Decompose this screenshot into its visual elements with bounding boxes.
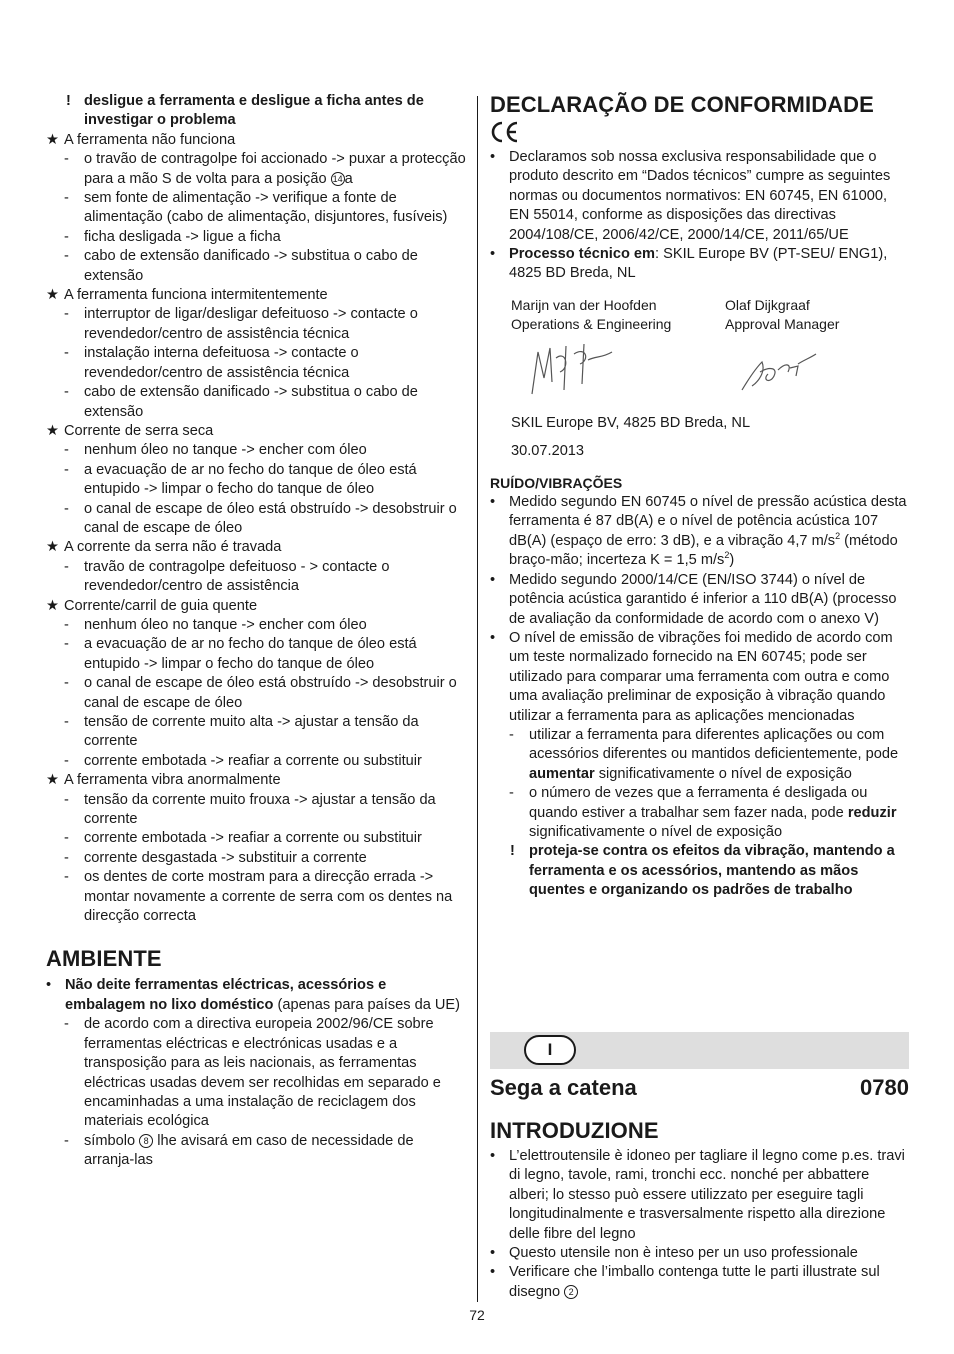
trouble-subitem: - sem fonte de alimentação -> verifique a fonte de alimentação (cabo de alimentação, disjuntores, fusíveis) (64, 190, 448, 226)
signatures (490, 336, 910, 414)
ce-mark-icon (490, 120, 520, 144)
trouble-item: ★ Corrente de serra seca (46, 422, 214, 439)
bullet-item: • Medido segundo 2000/14/CE (EN/ISO 3744) o nível de potência acústica garantido é inferior a 110 dB(A) (processo de avaliação da conformidade de acordo com o anexo V) (490, 571, 897, 627)
trouble-subitem: - corrente embotada -> reafiar a corrente ou substituir (64, 752, 422, 769)
column-divider (477, 96, 478, 1302)
bullet-subitem: - de acordo com a directiva europeia 2002/96/CE sobre ferramentas eléctricas e electrónicas usadas e a transposição para as leis nacionais, as ferramentas eléctricas usadas devem ser recolhidas em separado e encaminhadas a uma instalação de reciclagem dos materiais ecológica (64, 1016, 441, 1130)
product-number: 0780 (860, 1075, 909, 1100)
bullet-item: • Processo técnico em: SKIL Europe BV (PT-SEU/ ENG1), 4825 BD Breda, NL (490, 246, 888, 282)
language-bar (490, 1032, 909, 1069)
trouble-subitem: - nenhum óleo no tanque -> encher com óleo (64, 616, 367, 633)
warning-note: ! desligue a ferramenta e desligue a ficha antes de investigar o problema (66, 93, 424, 129)
section-heading-ruido: RUÍDO/VIBRAÇÕES (490, 474, 623, 491)
trouble-subitem: - o canal de escape de óleo está obstruído -> desobstruir o canal de escape de óleo (64, 500, 457, 536)
bullet-item: • Declaramos sob nossa exclusiva responsabilidade que o produto descrito em “Dados técnicos” cumpre as seguintes normas ou documentos normativos: EN 60745, EN 61000, EN 55014, conforme as disposições das directivas 2004/108/CE, 2006/42/CE, 2000/14/CE, 2011/65/UE (490, 149, 891, 243)
bullet-subitem: - o número de vezes que a ferramenta é desligada ou quando estiver a trabalhar sem fazer nada, pode reduzir significativamente o nível de exposição (509, 785, 897, 840)
signatory-1: Marijn van der Hoofden Operations & Engineering (511, 296, 672, 333)
warning-note: ! proteja-se contra os efeitos da vibração, mantendo a ferramenta e os acessórios, mantendo as mãos quentes e organizando os padrões de trabalho (510, 843, 895, 899)
bullet-item: • Não deite ferramentas eléctricas, acessórios e embalagem no lixo doméstico (apenas para países da UE) (46, 977, 461, 1013)
right-column (490, 92, 910, 901)
trouble-subitem: - a evacuação de ar no fecho do tanque de óleo está entupido -> limpar o fecho do tanque de óleo (64, 461, 417, 498)
declaration-date: 30.07.2013 (511, 443, 585, 460)
ce-mark-icon (490, 118, 910, 148)
signatories (511, 296, 910, 336)
page-number: 72 (469, 1307, 485, 1323)
bullet-item: • Questo utensile non è inteso per un uso professionale (490, 1245, 858, 1262)
trouble-subitem: - cabo de extensão danificado -> substitua o cabo de extensão (64, 248, 418, 284)
bullet-subitem: - utilizar a ferramenta para diferentes aplicações ou com acessórios diferentes ou mantidos deficientemente, pode aumentar significativamente o nível de exposição (509, 726, 899, 782)
company-address: SKIL Europe BV, 4825 BD Breda, NL (511, 414, 751, 431)
trouble-subitem: - o canal de escape de óleo está obstruído -> desobstruir o canal de escape de óleo (64, 675, 457, 711)
trouble-subitem: - corrente desgastada -> substituir a corrente (64, 849, 367, 866)
trouble-item: ★ A corrente da serra não é travada (46, 539, 282, 556)
section-heading-ambiente: AMBIENTE (46, 946, 162, 972)
trouble-subitem: - cabo de extensão danificado -> substitua o cabo de extensão (64, 384, 418, 420)
language-badge: I (524, 1035, 576, 1065)
bullet-item: • O nível de emissão de vibrações foi medido de acordo com um teste normalizado fornecido na EN 60745; pode ser utilizado para comparar uma ferramenta com outra e como uma avaliação preliminar de exposição à vibração quando utilizar a ferramenta para as aplicações mencionadas (490, 629, 893, 724)
ref-number-icon: 8 (139, 1134, 153, 1148)
bullet-item: • L’elettroutensile è idoneo per tagliare il legno come p.es. travi di legno, tavole, rami, tronchi ecc. nonché per abbattere alberi; lo stesso può essere utilizzato per eseguire tagli longitudinalmente e trasversalmente rispetto alla direzione delle fibre del legno (490, 1148, 905, 1242)
signatory-2: Olaf Dijkgraaf Approval Manager (725, 296, 840, 333)
trouble-item: ★ A ferramenta funciona intermitentemente (46, 287, 328, 304)
trouble-item: ★ A ferramenta não funciona (46, 131, 236, 148)
bullet-item: • Medido segundo EN 60745 o nível de pressão acústica desta ferramenta é 87 dB(A) e o nível de potência acústica 107 dB(A) (espaço de erro: 3 dB), e a vibração 4,7 $m/s^2$ (método braço-mão; incerteza K = 1,5 $m/s^2$) (490, 494, 907, 569)
trouble-subitem: - corrente embotada -> reafiar a corrente ou substituir (64, 830, 422, 847)
trouble-subitem: - o travão de contragolpe foi accionado -> puxar a protecção para a mão S de volta para a posição 14 a (64, 151, 466, 187)
signature-1-icon (526, 338, 616, 402)
trouble-item: ★ A ferramenta vibra anormalmente (46, 772, 281, 789)
trouble-subitem: - os dentes de corte mostram para a direcção errada -> montar novamente a corrente de serra com os dentes na direcção correcta (64, 869, 453, 925)
intro-section (490, 1118, 910, 1302)
section-heading-introduzione: INTRODUZIONE (490, 1118, 659, 1143)
trouble-subitem: - tensão de corrente muito alta -> ajustar a tensão da corrente (64, 714, 419, 750)
signature-2-icon (738, 350, 818, 398)
left-column (46, 92, 466, 1171)
ref-number-icon: 14 (332, 173, 343, 184)
product-name: Sega a catena (490, 1075, 637, 1100)
bullet-item: • Verificare che l’imballo contenga tutte le parti illustrate sul disegno 2 (490, 1264, 880, 1300)
trouble-subitem: - travão de contragolpe defeituoso - > contacte o revendedor/centro de assistência (64, 558, 390, 595)
ref-number-icon: 2 (564, 1285, 578, 1299)
trouble-item: ★ Corrente/carril de guia quente (46, 597, 258, 614)
bullet-subitem: - símbolo 8 lhe avisará em caso de necessidade de arranja-las (64, 1132, 414, 1169)
trouble-subitem: - ficha desligada -> ligue a ficha (64, 228, 281, 245)
trouble-subitem: - a evacuação de ar no fecho do tanque de óleo está entupido -> limpar o fecho do tanque de óleo (64, 636, 417, 672)
trouble-subitem: - instalação interna defeituosa -> contacte o revendedor/centro de assistência técnica (64, 345, 359, 381)
trouble-subitem: - interruptor de ligar/desligar defeituoso -> contacte o revendedor/centro de assistência técnica (64, 306, 418, 342)
product-title-row (490, 1075, 909, 1108)
trouble-subitem: - nenhum óleo no tanque -> encher com óleo (64, 442, 367, 459)
trouble-subitem: - tensão da corrente muito frouxa -> ajustar a tensão da corrente (64, 791, 436, 828)
section-heading-declaracao: DECLARAÇÃO DE CONFORMIDADE (490, 92, 874, 117)
